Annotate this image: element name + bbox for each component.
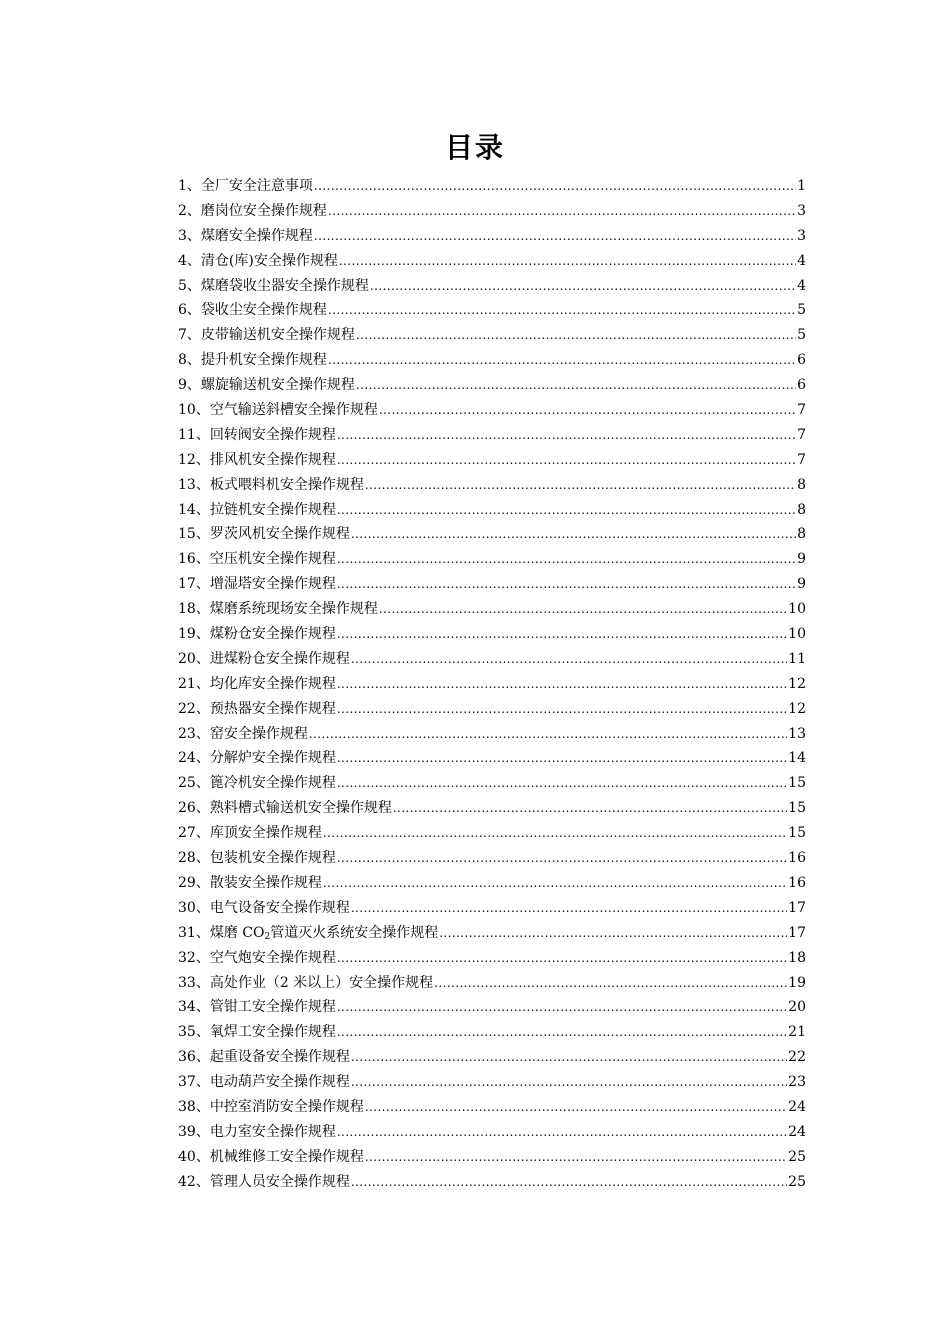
toc-leader-dots <box>365 473 796 498</box>
toc-leader-dots <box>351 1045 787 1070</box>
toc-leader-dots <box>434 971 787 996</box>
toc-leader-dots <box>337 746 787 771</box>
toc-entry[interactable] <box>178 1045 806 1070</box>
toc-entry[interactable] <box>178 1145 806 1170</box>
toc-leader-dots <box>323 821 787 846</box>
toc-entry-label: 25、篦冷机安全操作规程 <box>178 775 336 792</box>
toc-entry-page: 24 <box>788 1123 806 1140</box>
toc-entry-page: 5 <box>797 302 806 319</box>
toc-leader-dots <box>323 871 787 896</box>
toc-entry-label: 14、拉链机安全操作规程 <box>178 501 336 518</box>
toc-entry-page: 23 <box>788 1074 806 1091</box>
toc-entry-page: 1 <box>797 178 806 194</box>
toc-entry-page: 17 <box>788 899 806 916</box>
toc-entry[interactable] <box>178 572 806 597</box>
toc-entry[interactable] <box>178 946 806 971</box>
toc-leader-dots <box>365 1145 787 1170</box>
toc-entry[interactable] <box>178 373 806 398</box>
toc-entry-label: 20、进煤粉仓安全操作规程 <box>178 650 350 667</box>
toc-entry-label: 6、袋收尘安全操作规程 <box>178 302 327 319</box>
toc-entry-label: 8、提升机安全操作规程 <box>178 352 327 369</box>
toc-entry-page: 12 <box>788 675 806 692</box>
toc-entry[interactable] <box>178 423 806 448</box>
toc-entry-label-pre: 31、煤磨 CO <box>178 924 265 941</box>
toc-entry[interactable] <box>178 597 806 622</box>
toc-leader-dots <box>351 647 787 672</box>
toc-entry[interactable] <box>178 821 806 846</box>
toc-entry-page: 8 <box>797 526 806 543</box>
toc-entry[interactable] <box>178 971 806 996</box>
toc-entry-label: 15、罗茨风机安全操作规程 <box>178 526 350 543</box>
toc-leader-dots <box>337 995 787 1020</box>
toc-entry-label: 28、包装机安全操作规程 <box>178 850 336 867</box>
toc-entry-label: 17、增湿塔安全操作规程 <box>178 576 336 593</box>
toc-entry-label: 13、板式喂料机安全操作规程 <box>178 476 364 493</box>
toc-entry-label: 9、螺旋输送机安全操作规程 <box>178 377 355 394</box>
toc-entry-page: 7 <box>797 426 806 443</box>
toc-entry-page: 16 <box>788 874 806 891</box>
toc-entry-label: 24、分解炉安全操作规程 <box>178 750 336 767</box>
toc-entry-label: 7、皮带输送机安全操作规程 <box>178 327 355 344</box>
toc-leader-dots <box>351 896 787 921</box>
toc-leader-dots <box>314 224 796 249</box>
toc-entry-label: 42、管理人员安全操作规程 <box>178 1173 350 1190</box>
toc-entry[interactable] <box>178 1095 806 1120</box>
toc-leader-dots <box>439 921 787 946</box>
toc-leader-dots <box>337 622 787 647</box>
toc-entry-label: 10、空气输送斜槽安全操作规程 <box>178 402 378 419</box>
toc-entry[interactable] <box>178 473 806 498</box>
toc-entry[interactable] <box>178 348 806 373</box>
toc-entry[interactable] <box>178 921 806 946</box>
toc-leader-dots <box>339 249 796 274</box>
toc-entry-label: 37、电动葫芦安全操作规程 <box>178 1074 350 1091</box>
toc-entry-page: 18 <box>788 949 806 966</box>
toc-entry-page: 19 <box>788 974 806 991</box>
toc-entry-page: 25 <box>788 1173 806 1190</box>
toc-leader-dots <box>337 1120 787 1145</box>
toc-entry[interactable] <box>178 771 806 796</box>
toc-entry-label: 2、磨岗位安全操作规程 <box>178 202 327 219</box>
toc-entry-page: 10 <box>788 601 806 618</box>
toc-entry-label: 32、空气炮安全操作规程 <box>178 949 336 966</box>
toc-entry-page: 12 <box>788 700 806 717</box>
toc-entry-label: 36、起重设备安全操作规程 <box>178 1049 350 1066</box>
toc-entry-page: 16 <box>788 850 806 867</box>
toc-entry-page: 9 <box>797 576 806 593</box>
toc-list <box>178 174 806 1195</box>
toc-entry[interactable] <box>178 1120 806 1145</box>
toc-leader-dots <box>328 298 796 323</box>
toc-entry[interactable] <box>178 498 806 523</box>
toc-entry[interactable] <box>178 249 806 274</box>
toc-leader-dots <box>337 423 796 448</box>
toc-entry[interactable] <box>178 871 806 896</box>
toc-entry[interactable] <box>178 995 806 1020</box>
toc-entry-label: 11、回转阀安全操作规程 <box>178 426 336 443</box>
toc-entry-label: 34、管钳工安全操作规程 <box>178 999 336 1016</box>
toc-leader-dots <box>337 1020 787 1045</box>
toc-entry[interactable] <box>178 1020 806 1045</box>
toc-entry-page: 3 <box>797 227 806 244</box>
toc-leader-dots <box>328 199 796 224</box>
toc-entry-label: 27、库顶安全操作规程 <box>178 825 322 842</box>
toc-entry[interactable] <box>178 199 806 224</box>
toc-leader-dots <box>337 946 787 971</box>
toc-entry-label: 4、清仓(库)安全操作规程 <box>178 252 338 269</box>
toc-entry-page: 21 <box>788 1024 806 1041</box>
toc-entry-page: 3 <box>797 202 806 219</box>
toc-entry[interactable] <box>178 846 806 871</box>
toc-leader-dots <box>314 174 796 199</box>
toc-entry-page: 15 <box>788 825 806 842</box>
toc-entry-page: 8 <box>797 501 806 518</box>
toc-leader-dots <box>337 547 796 572</box>
toc-entry-page: 8 <box>797 476 806 493</box>
toc-leader-dots <box>328 348 796 373</box>
toc-entry[interactable] <box>178 547 806 572</box>
toc-entry-page: 6 <box>797 377 806 394</box>
toc-entry-label: 18、煤磨系统现场安全操作规程 <box>178 601 378 618</box>
toc-entry-page: 24 <box>788 1098 806 1115</box>
toc-entry[interactable] <box>178 1070 806 1095</box>
toc-entry[interactable] <box>178 274 806 299</box>
toc-entry[interactable] <box>178 448 806 473</box>
toc-entry-page: 13 <box>788 725 806 742</box>
toc-leader-dots <box>365 1095 787 1120</box>
toc-entry-label: 26、熟料槽式输送机安全操作规程 <box>178 800 392 817</box>
toc-leader-dots <box>379 597 787 622</box>
toc-entry-label: 38、中控室消防安全操作规程 <box>178 1098 364 1115</box>
toc-entry-label <box>178 921 438 946</box>
toc-entry-page: 4 <box>797 252 806 269</box>
toc-entry-label: 3、煤磨安全操作规程 <box>178 227 313 244</box>
toc-entry-page: 5 <box>797 327 806 344</box>
toc-leader-dots <box>337 498 796 523</box>
toc-entry-label: 16、空压机安全操作规程 <box>178 551 336 568</box>
toc-leader-dots <box>379 398 796 423</box>
toc-leader-dots <box>337 672 787 697</box>
toc-leader-dots <box>351 522 796 547</box>
toc-entry[interactable] <box>178 298 806 323</box>
toc-entry-label: 22、预热器安全操作规程 <box>178 700 336 717</box>
toc-entry-label: 23、窑安全操作规程 <box>178 725 308 742</box>
toc-entry-label: 5、煤磨袋收尘器安全操作规程 <box>178 277 369 294</box>
page-title: 目录 <box>444 131 505 164</box>
toc-entry-page: 20 <box>788 999 806 1016</box>
toc-entry-page: 9 <box>797 551 806 568</box>
toc-entry-page: 15 <box>788 800 806 817</box>
toc-entry-page: 22 <box>788 1049 806 1066</box>
toc-leader-dots <box>337 448 796 473</box>
toc-leader-dots <box>337 697 787 722</box>
toc-entry-page: 15 <box>788 775 806 792</box>
toc-entry-page: 14 <box>788 750 806 767</box>
toc-entry[interactable] <box>178 174 806 199</box>
toc-entry[interactable] <box>178 224 806 249</box>
toc-entry-label-subscript: 2 <box>264 931 271 942</box>
toc-entry-page: 7 <box>797 451 806 468</box>
toc-leader-dots <box>351 1170 787 1195</box>
toc-entry[interactable] <box>178 398 806 423</box>
toc-entry-label: 21、均化库安全操作规程 <box>178 675 336 692</box>
toc-entry-label: 19、煤粉仓安全操作规程 <box>178 626 336 643</box>
toc-entry[interactable] <box>178 896 806 921</box>
toc-entry-label: 35、氧焊工安全操作规程 <box>178 1024 336 1041</box>
toc-entry-page: 4 <box>797 277 806 294</box>
toc-leader-dots <box>393 796 787 821</box>
toc-leader-dots <box>337 846 787 871</box>
toc-leader-dots <box>337 771 787 796</box>
toc-entry[interactable] <box>178 323 806 348</box>
toc-entry-label: 12、排风机安全操作规程 <box>178 451 336 468</box>
toc-leader-dots <box>309 722 787 747</box>
toc-entry[interactable] <box>178 697 806 722</box>
toc-entry[interactable] <box>178 622 806 647</box>
toc-entry-label: 33、高处作业（2 米以上）安全操作规程 <box>178 974 434 991</box>
toc-entry[interactable] <box>178 1170 806 1195</box>
toc-entry-page: 17 <box>788 924 806 941</box>
toc-entry[interactable] <box>178 672 806 697</box>
toc-leader-dots <box>356 373 796 398</box>
toc-entry-label: 1、全厂安全注意事项 <box>178 178 313 194</box>
toc-entry-label: 29、散装安全操作规程 <box>178 874 322 891</box>
toc-entry-page: 25 <box>788 1148 806 1165</box>
toc-entry-label: 30、电气设备安全操作规程 <box>178 899 350 916</box>
toc-entry[interactable] <box>178 722 806 747</box>
toc-entry-label: 40、机械维修工安全操作规程 <box>178 1148 364 1165</box>
toc-entry-label-post: 管道灭火系统安全操作规程 <box>270 924 439 941</box>
toc-entry-page: 10 <box>788 626 806 643</box>
toc-leader-dots <box>356 323 796 348</box>
toc-entry-label: 39、电力室安全操作规程 <box>178 1123 336 1140</box>
toc-entry-page: 11 <box>788 650 806 667</box>
toc-leader-dots <box>351 1070 787 1095</box>
toc-entry[interactable] <box>178 746 806 771</box>
toc-entry[interactable] <box>178 522 806 547</box>
toc-entry-page: 7 <box>797 402 806 419</box>
toc-entry[interactable] <box>178 647 806 672</box>
toc-entry-page: 6 <box>797 352 806 369</box>
toc-leader-dots <box>337 572 796 597</box>
toc-leader-dots <box>370 274 796 299</box>
toc-entry[interactable] <box>178 796 806 821</box>
